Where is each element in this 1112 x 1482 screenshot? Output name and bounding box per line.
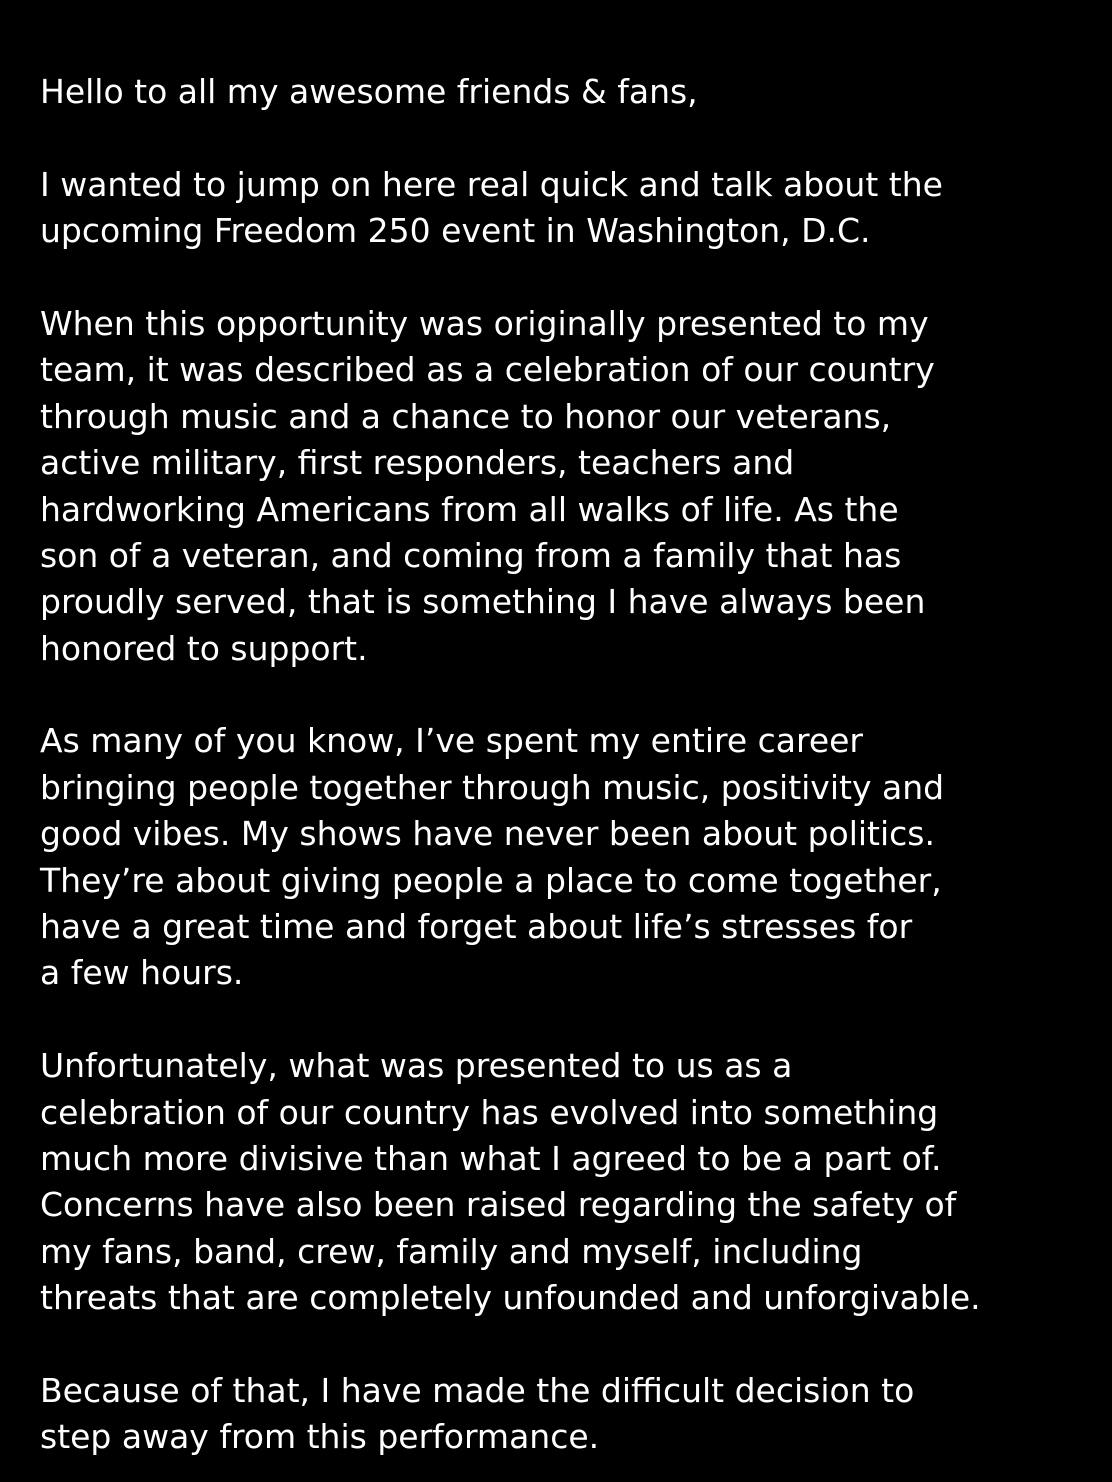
text-line: a few hours. (40, 953, 244, 993)
greeting-line: Hello to all my awesome friends & fans, (40, 72, 698, 111)
text-line: Because of that, I have made the difficult decision to (40, 1370, 915, 1410)
text-line: proudly served, that is something I have always been (40, 582, 926, 622)
decision-paragraph (40, 1368, 1100, 1461)
text-line: much more divisive than what I agreed to be a part of. (40, 1138, 942, 1178)
career-paragraph (40, 718, 1100, 996)
text-line: celebration of our country has evolved into something (40, 1092, 939, 1132)
text-line: Concerns have also been raised regarding the safety of (40, 1185, 957, 1225)
text-line: hardworking Americans from all walks of life. As the (40, 489, 899, 529)
text-line: bringing people together through music, positivity and (40, 767, 945, 807)
text-line: team, it was described as a celebration of our country (40, 350, 935, 390)
greeting-paragraph (40, 69, 1100, 115)
text-line: good vibes. My shows have never been about politics. (40, 814, 935, 854)
intro-paragraph (40, 162, 1100, 255)
text-line: When this opportunity was originally presented to my (40, 303, 929, 343)
text-line: I wanted to jump on here real quick and talk about the (40, 164, 943, 204)
text-line: son of a veteran, and coming from a family that has (40, 535, 902, 575)
text-line: threats that are completely unfounded and unforgivable. (40, 1278, 981, 1318)
text-line: my fans, band, crew, family and myself, including (40, 1231, 863, 1271)
text-line: honored to support. (40, 628, 368, 668)
text-line: As many of you know, I’ve spent my entire career (40, 721, 864, 761)
concerns-paragraph (40, 1043, 1100, 1321)
text-line: through music and a chance to honor our veterans, (40, 396, 892, 436)
text-line: step away from this performance. (40, 1417, 600, 1457)
text-line: have a great time and forget about life’s stresses for (40, 907, 913, 947)
statement-text (40, 69, 1100, 1461)
background-paragraph (40, 301, 1100, 672)
text-line: upcoming Freedom 250 event in Washington, D.C. (40, 211, 871, 251)
text-line: active military, first responders, teachers and (40, 443, 795, 483)
text-line: They’re about giving people a place to come together, (40, 860, 942, 900)
text-line: Unfortunately, what was presented to us as a (40, 1046, 793, 1086)
